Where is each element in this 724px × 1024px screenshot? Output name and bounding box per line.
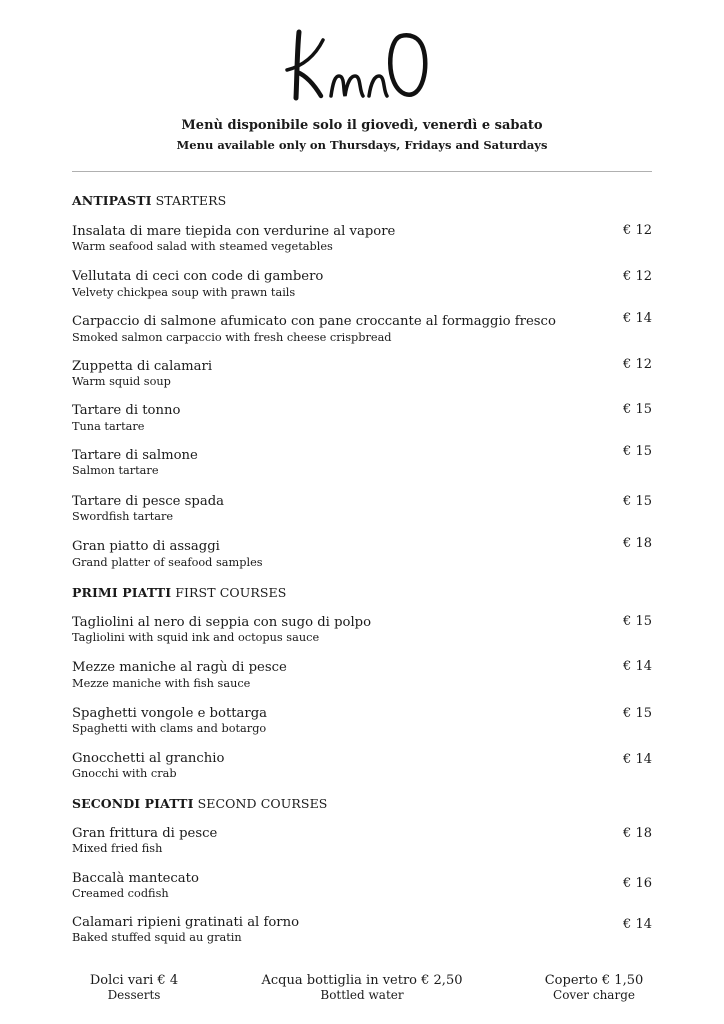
section-title-antipasti [72, 193, 226, 208]
availability-italian: Menù disponibile solo il giovedì, venerdì e sabato [181, 118, 543, 133]
footer-water-price: Acqua bottiglia in vetro € 2,50 [261, 973, 463, 988]
section-title-it: SECONDI PIATTI [72, 796, 194, 811]
menu-item-name: Mezze maniche al ragù di pesce [72, 660, 287, 675]
menu-item-name: Vellutata di ceci con code di gambero [72, 269, 324, 284]
menu-item-name: Calamari ripieni gratinati al forno [72, 915, 300, 930]
section-title-en: SECOND COURSES [197, 796, 328, 811]
menu-item-english: Tuna tartare [72, 420, 145, 433]
menu-item-name: Insalata di mare tiepida con verdurine al vapore [72, 224, 396, 239]
section-title-it: ANTIPASTI [72, 193, 152, 208]
footer-water-label: Bottled water [320, 988, 404, 1002]
menu-item-price: € 14 [623, 752, 652, 767]
menu-item-english: Tagliolini with squid ink and octopus sauce [72, 631, 320, 644]
menu-item-english: Grand platter of seafood samples [72, 556, 263, 569]
menu-item-price: € 15 [623, 402, 652, 417]
menu-item-english: Velvety chickpea soup with prawn tails [72, 286, 296, 299]
menu-item-price: € 15 [623, 444, 652, 459]
menu-item-price: € 18 [623, 536, 652, 551]
section-title-secondi [72, 796, 327, 811]
footer-desserts [14, 973, 254, 1002]
menu-item-price: € 12 [623, 223, 652, 238]
menu-item-english: Spaghetti with clams and botargo [72, 722, 267, 735]
menu-item-name: Gnocchetti al granchio [72, 751, 225, 766]
menu-item-name: Zuppetta di calamari [72, 359, 213, 374]
footer-desserts-label: Desserts [107, 988, 161, 1002]
menu-item-name: Gran frittura di pesce [72, 826, 218, 841]
menu-item-price: € 15 [623, 614, 652, 629]
menu-item-price: € 12 [623, 357, 652, 372]
menu-item-english: Smoked salmon carpaccio with fresh cheese crispbread [72, 331, 392, 344]
menu-item-price: € 15 [623, 494, 652, 509]
menu-item-english: Creamed codfish [72, 887, 169, 900]
footer-desserts-price: Dolci vari € 4 [89, 973, 179, 988]
logo-wordmark [277, 26, 447, 108]
menu-item-english: Baked stuffed squid au gratin [72, 931, 242, 944]
menu-item-name: Tartare di salmone [72, 448, 198, 463]
menu-item-english: Swordfish tartare [72, 510, 174, 523]
header-divider [72, 171, 652, 172]
section-title-en: FIRST COURSES [175, 585, 287, 600]
menu-item-name: Baccalà mantecato [72, 871, 199, 886]
menu-item-name: Spaghetti vongole e bottarga [72, 706, 268, 721]
menu-item-price: € 18 [623, 826, 652, 841]
menu-item-price: € 14 [623, 659, 652, 674]
menu-item-english: Gnocchi with crab [72, 767, 177, 780]
menu-item-price: € 12 [623, 269, 652, 284]
menu-item-name: Tagliolini al nero di seppia con sugo di polpo [72, 615, 372, 630]
availability-english: Menu available only on Thursdays, Fridays and Saturdays [176, 138, 548, 152]
section-title-primi [72, 585, 286, 600]
footer-cover-label: Cover charge [553, 988, 635, 1002]
menu-item-english: Mixed fried fish [72, 842, 163, 855]
logo [0, 26, 724, 108]
menu-item-price: € 15 [623, 706, 652, 721]
menu-item-english: Mezze maniche with fish sauce [72, 677, 251, 690]
footer-cover [474, 973, 714, 1002]
logo-text: KmO [277, 106, 280, 107]
menu-item-name: Tartare di tonno [72, 403, 181, 418]
menu-item-english: Warm squid soup [72, 375, 171, 388]
menu-item-name: Carpaccio di salmone afumicato con pane croccante al formaggio fresco [72, 314, 556, 329]
menu-item-price: € 14 [623, 917, 652, 932]
menu-item-english: Salmon tartare [72, 464, 159, 477]
menu-item-name: Tartare di pesce spada [72, 494, 225, 509]
menu-item-name: Gran piatto di assaggi [72, 539, 220, 554]
section-title-it: PRIMI PIATTI [72, 585, 172, 600]
footer-water [242, 973, 482, 1002]
menu-item-price: € 14 [623, 311, 652, 326]
menu-item-english: Warm seafood salad with steamed vegetables [72, 240, 333, 253]
footer-cover-price: Coperto € 1,50 [544, 973, 644, 988]
section-title-en: STARTERS [155, 193, 227, 208]
menu-item-price: € 16 [623, 876, 652, 891]
